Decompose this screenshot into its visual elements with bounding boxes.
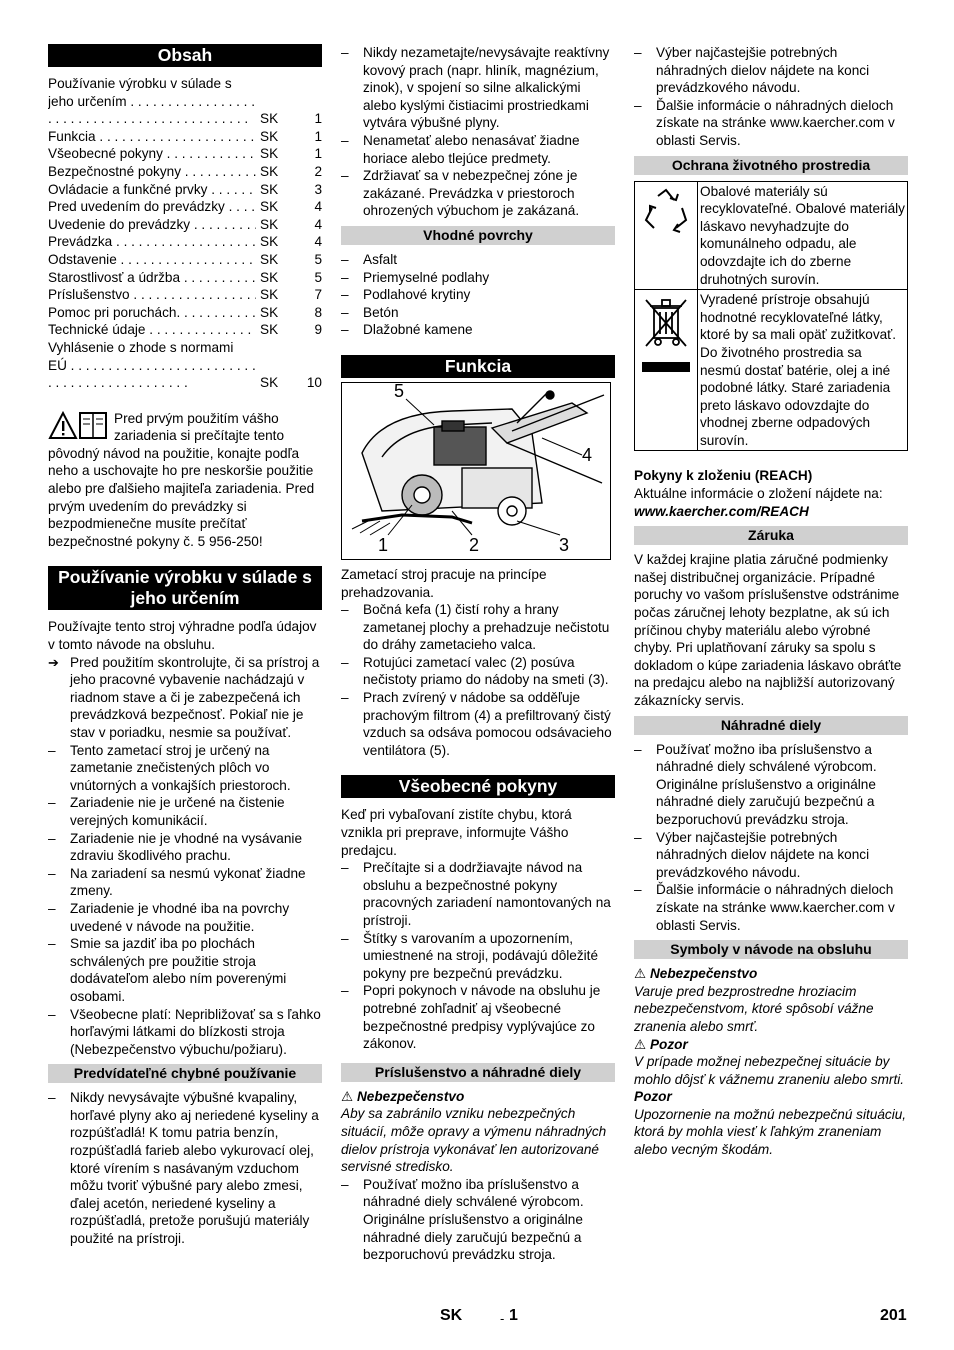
list-item: – Popri pokynoch v návode na obsluhu je potrebné zohľadniť aj všeobecné bezpečnostné predpisy vyplývajúce zo zákonov. [341, 982, 615, 1052]
toc-entry[interactable] [48, 321, 322, 339]
toc-entry[interactable] [48, 181, 322, 199]
list-item: – Ďalšie informácie o náhradných dieloch získate na stránke www.kaercher.com v oblasti Servis. [634, 881, 908, 934]
list-item: – Všeobecne platí: Nepribližovať sa s ľahko horľavými látkami do blízkosti stroja (Nebezpečenstvo výbuchu/požiaru). [48, 1006, 322, 1059]
toc-entry[interactable] [48, 128, 322, 146]
list-item: – Asfalt [341, 251, 615, 269]
list-item: – Rotujúci zametací valec (2) posúva nečistoty priamo do nádoby na smeti (3). [341, 654, 615, 689]
crossed-bin-icon [635, 290, 698, 451]
toc-entry-title: Prevádzka . . . [48, 233, 256, 251]
toc-entry-title: Uvedenie do prevádzky . . . [48, 216, 256, 234]
list-item: – Výber najčastejšie potrebných náhradných dielov nájdete na konci prevádzkového návodu. [634, 829, 908, 882]
list-item: – Prečítajte si a dodržiavajte návod na obsluhu a bezpečnostné pokyny pracovných zariadení namontovaných na prístroji. [341, 859, 615, 929]
symbol-danger [634, 965, 908, 983]
toc-entry-lang: SK [260, 251, 279, 267]
recycle-icon [635, 181, 698, 290]
toc-entry-page: 4 [314, 216, 322, 232]
symbol-caution-text: V prípade možnej nebezpečnej situácie by mohlo dôjsť k vážnemu zraneniu alebo smrti. [634, 1054, 905, 1087]
accessories-list-continued [634, 44, 908, 150]
misuse-list [48, 1089, 322, 1247]
toc-entry-lang: SK [260, 375, 279, 391]
column-3 [634, 44, 908, 1159]
list-item: – Zdržiavať sa v nebezpečnej zóne je zakázané. Prevádzka v priestoroch ohrozených výbuchom je zakázaná. [341, 167, 615, 220]
toc-entry-page: 7 [314, 287, 322, 303]
figure-label: 3 [559, 534, 570, 555]
function-list [341, 601, 615, 759]
symbol-caution [634, 1036, 908, 1054]
symbol-notice-heading: Pozor [634, 1089, 672, 1105]
intro-warning-text: Pred prvým použitím vášho zariadenia si prečítajte tento pôvodný návod na použitie, konajte podľa neho a uschovajte ho pre neskoršie použitie alebo pre ďalšieho majiteľa zariadenia. Pred prvým uvedením do prevádzky si bezpodmienečne musíte prečítať bezpečnostné pokyny č. 5 956-250! [48, 410, 315, 549]
toc-entry-page: 9 [314, 322, 322, 338]
figure-label: 5 [394, 380, 405, 401]
toc-entry[interactable] [48, 286, 322, 304]
toc-entry-title: Starostlivosť a údržba . . . [48, 269, 256, 287]
general-list [341, 859, 615, 1053]
footer-language: SK [440, 1307, 463, 1324]
toc-heading: Obsah [48, 44, 322, 67]
list-item: – Dlažobné kamene [341, 321, 615, 339]
list-item: – Smie sa jazdiť iba po plochách schválených pre použitie stroja dodávateľom alebo ním poverenými osobami. [48, 935, 322, 1005]
toc-entry-lang: SK [260, 322, 279, 338]
list-item: – Výber najčastejšie potrebných náhradných dielov nájdete na konci prevádzkového návodu. [634, 44, 908, 97]
footer-local-page: 1 [509, 1307, 518, 1324]
figure-label: 2 [469, 534, 480, 555]
section-heading-symbols: Symboly v návode na obsluhu [634, 940, 908, 959]
reach-link[interactable]: www.kaercher.com/REACH [634, 503, 809, 519]
toc-entry-page: 5 [314, 269, 322, 285]
surfaces-list [341, 251, 615, 339]
column-2 [341, 44, 615, 1264]
table-of-contents [48, 75, 322, 392]
toc-entry-lang: SK [260, 199, 279, 215]
toc-entry-page: 8 [314, 304, 322, 320]
figure-label: 4 [582, 444, 593, 465]
toc-entry-title: Odstavenie . . . [48, 251, 256, 269]
list-item: – Používať možno iba príslušenstvo a náhradné diely schválené výrobcom. Originálne príslušenstvo a originálne náhradné diely zaručujú bezpečnú a bezporuchovú prevádzku stroja. [634, 741, 908, 829]
section-heading-spare-parts: Náhradné diely [634, 716, 908, 735]
footer-page-number: 201 [880, 1307, 907, 1324]
toc-entry-page: 2 [314, 163, 322, 179]
toc-entry[interactable] [48, 75, 322, 128]
toc-entry-page: 1 [314, 128, 322, 144]
toc-entry[interactable] [48, 163, 322, 181]
section-heading-function: Funkcia [341, 355, 615, 378]
reach-text: Aktuálne informácie o zložení nájdete na: [634, 486, 883, 502]
sweeper-figure [341, 382, 611, 560]
section-heading-accessories: Príslušenstvo a náhradné diely [341, 1063, 615, 1082]
toc-entry[interactable] [48, 339, 322, 392]
toc-entry[interactable] [48, 198, 322, 216]
toc-entry-title: Ovládacie a funkčné prvky . . . [48, 181, 256, 199]
list-item: – Bočná kefa (1) čistí rohy a hrany zametanej plochy a prehadzuje nečistotu do dráhy zametacieho valca. [341, 601, 615, 654]
list-item: – Zariadenie nie je vhodné na vysávanie zdraviu škodlivého prachu. [48, 830, 322, 865]
list-item: – Prach zvírený v nádobe sa odděľuje prachovým filtrom (4) a prefiltrovaný čistý vzduch sa odsáva pomocou odsávacieho ventilátora (5). [341, 689, 615, 759]
toc-entry-page: 4 [314, 234, 322, 250]
symbol-danger-text: Varuje pred bezprostredne hroziacim nebezpečenstvom, ktoré spôsobí vážne zranenia alebo smrť. [634, 983, 874, 1034]
list-item: – Nenametať alebo nenasávať žiadne horiace alebo tlejúce predmety. [341, 132, 615, 167]
reach-heading: Pokyny k zloženiu (REACH) [634, 468, 813, 484]
use-arrow-item: ➔ Pred použitím skontrolujte, či sa prístroj a jeho pracovné vybavenie nachádzajú v riadnom stave a či je zabezpečená ich prevádzková bezpečnosť. Pokiaľ nie je stav v poriadku, nesmie sa používať. [48, 654, 322, 742]
toc-entry-lang: SK [260, 216, 279, 232]
footer-separator: - [500, 1311, 505, 1326]
section-heading-warranty: Záruka [634, 526, 908, 545]
symbol-notice-text: Upozornenie na možnú nebezpečnú situáciu, ktorá by mohla viesť k ľahkým zraneniam alebo vecným škodám. [634, 1106, 907, 1158]
warning-heading: Nebezpečenstvo [356, 1088, 465, 1104]
use-list [48, 742, 322, 1059]
warranty-text: V každej krajine platia záručné podmienky našej distribučnej organizácie. Prípadné poruchy vo vašom príslušenstve odstránime počas záručnej lehoty bezplatne, ak sú ich príčinou chyby materiálu alebo výrobné chyby. Pri uplatňovaní záruky sa spolu s dokladom o kúpe zariadenia láskavo obráťte na predajcu alebo na najbližší autorizovaný zákaznícky servis. [634, 552, 902, 708]
misuse-list-continued [341, 44, 615, 220]
toc-entry-page: 4 [314, 199, 322, 215]
toc-entry[interactable] [48, 216, 322, 234]
toc-entry-title: Všeobecné pokyny . . . [48, 145, 256, 163]
toc-entry-page: 1 [314, 111, 322, 127]
toc-entry-lang: SK [260, 269, 279, 285]
intro-warning [48, 410, 322, 551]
toc-entry-page: 10 [306, 375, 322, 391]
toc-entry[interactable] [48, 304, 322, 322]
toc-entry-page: 1 [314, 146, 322, 162]
toc-entry-title: Vyhlásenie o zhode s normami EÚ . . . [48, 339, 256, 392]
general-intro: Keď pri vybaľovaní zistíte chybu, ktorá vznikla pri preprave, informujte Vášho predajcu. [341, 807, 572, 858]
section-heading-use: Používanie výrobku v súlade s jeho určením [48, 566, 322, 610]
list-item: – Nikdy nevysávajte výbušné kvapaliny, horľavé plyny ako aj neriedené kyseliny a rozpúšťadlá! K tomu patria benzín, rozpúšťadlá farieb alebo vykurovací olej, ktoré vírením s nasávaným vzduchom môžu tvoriť výbušné pary alebo zmesi, ďalej acetón, neriedené kyseliny a rozpúšťadlá, pretože porušujú materiály použité na prístroji. [48, 1089, 322, 1247]
list-item: – Betón [341, 304, 615, 322]
toc-entry-lang: SK [260, 163, 279, 179]
toc-entry-page: 3 [314, 181, 322, 197]
section-heading-surfaces: Vhodné povrchy [341, 226, 615, 245]
warning-triangle-icon: ⚠ [634, 966, 647, 982]
toc-entry-lang: SK [260, 128, 279, 144]
toc-entry[interactable] [48, 251, 322, 269]
warning-triangle-icon: ⚠ [341, 1088, 354, 1104]
toc-entry-lang: SK [260, 111, 279, 127]
environment-table [634, 181, 908, 452]
list-item: – Zariadenie je vhodné iba na povrchy uvedené v návode na použitie. [48, 900, 322, 935]
toc-entry-lang: SK [260, 181, 279, 197]
list-item: – Ďalšie informácie o náhradných dieloch získate na stránke www.kaercher.com v oblasti Servis. [634, 97, 908, 150]
toc-entry-title: Technické údaje . . . [48, 321, 256, 339]
list-item: – Priemyselné podlahy [341, 269, 615, 287]
section-heading-misuse: Predvídateľné chybné používanie [48, 1064, 322, 1083]
list-item: – Podlahové krytiny [341, 286, 615, 304]
toc-entry-title: Pred uvedením do prevádzky . . . [48, 198, 256, 216]
spare-parts-list [634, 741, 908, 935]
environment-recycle-text: Obalové materiály sú recyklovateľné. Obalové materiály láskavo nevyhadzujte do komunálneho odpadu, ale odovzdajte ich do zberne druhotných surovín. [698, 181, 908, 290]
toc-entry[interactable] [48, 145, 322, 163]
list-item: – Štítky s varovaním a upozornením, umiestnené na stroji, podávajú dôležité pokyny pre bezpečnú prevádzku. [341, 930, 615, 983]
figure-label: 1 [378, 534, 389, 555]
use-intro: Používajte tento stroj výhradne podľa údajov v tomto návode na obsluhu. [48, 619, 317, 653]
column-1 [48, 44, 322, 1248]
toc-entry-title: Pomoc pri poruchách. . . . [48, 304, 256, 322]
symbol-danger-heading: Nebezpečenstvo [649, 966, 758, 982]
warning-manual-icon [48, 410, 110, 440]
toc-entry-title: Používanie výrobku v súlade s jeho určením . . . [48, 75, 256, 128]
list-item: – Používať možno iba príslušenstvo a náhradné diely schválené výrobcom. Originálne príslušenstvo a originálne náhradné diely zaručujú bezpečnú a bezporuchovú prevádzku stroja. [341, 1176, 615, 1264]
accessories-warning [341, 1088, 615, 1106]
symbol-caution-heading: Pozor [649, 1036, 688, 1052]
toc-entry[interactable] [48, 233, 322, 251]
section-heading-general: Všeobecné pokyny [341, 775, 615, 798]
list-item: – Zariadenie nie je určené na čistenie verejných komunikácií. [48, 794, 322, 829]
toc-entry-lang: SK [260, 304, 279, 320]
section-heading-environment: Ochrana životného prostredia [634, 156, 908, 175]
toc-entry-title: Funkcia . . . [48, 128, 256, 146]
toc-entry-title: Príslušenstvo . . . [48, 286, 256, 304]
warning-triangle-icon: ⚠ [634, 1036, 647, 1052]
accessories-list [341, 1176, 615, 1264]
list-item: – Tento zametací stroj je určený na zametanie znečistených plôch vo vnútorných a vonkajších priestoroch. [48, 742, 322, 795]
accessories-warning-text: Aby sa zabránilo vzniku nebezpečných situácií, môže opravy a výmenu náhradných dielov prístroja vykonávať len autorizované servisné stredisko. [341, 1106, 607, 1175]
toc-entry-lang: SK [260, 234, 279, 250]
toc-entry-lang: SK [260, 287, 279, 303]
toc-entry[interactable] [48, 269, 322, 287]
toc-entry-page: 5 [314, 251, 322, 267]
environment-weee-text: Vyradené prístroje obsahujú hodnotné recyklovateľné látky, ktoré by sa mali opäť zužitkovať. Do životného prostredia sa nesmú dostať batérie, olej a iné podobné látky. Staré zariadenia preto láskavo odovzdajte do vhodnej zberne odpadových surovín. [698, 290, 908, 451]
list-item: – Nikdy nezametajte/nevysávajte reaktívny kovový prach (napr. hliník, magnézium, zinok), v spojení so silne alkalickými alebo kyslými čistiacimi prostriedkami vytvára výbušné plyny. [341, 44, 615, 132]
toc-entry-title: Bezpečnostné pokyny . . . [48, 163, 256, 181]
toc-entry-lang: SK [260, 146, 279, 162]
sweeper-illustration [342, 380, 610, 559]
list-item: – Na zariadení sa nesmú vykonať žiadne zmeny. [48, 865, 322, 900]
function-intro: Zametací stroj pracuje na princípe prehadzovania. [341, 566, 547, 600]
